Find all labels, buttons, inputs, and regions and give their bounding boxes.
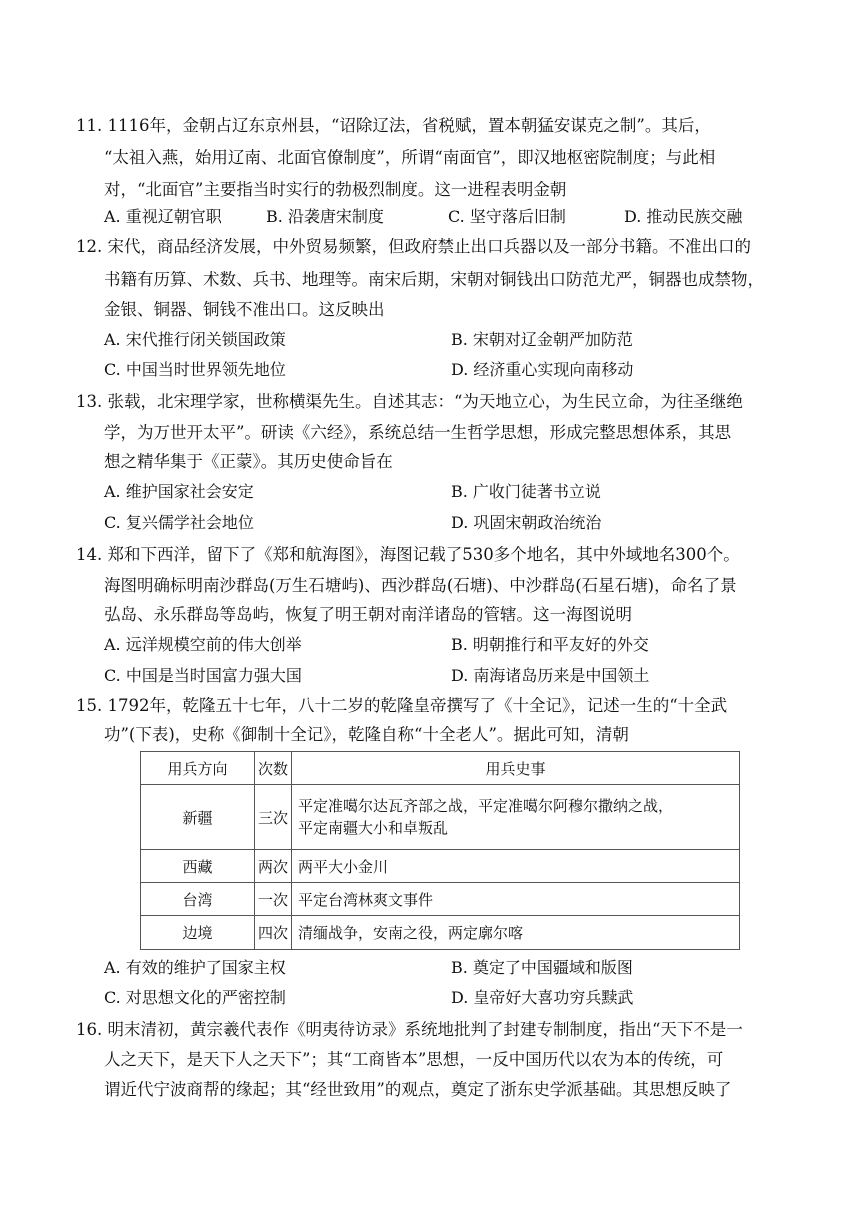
table-cell-events-line: 平定准噶尔达瓦齐部之战，平定准噶尔阿穆尔撒纳之战， [298,797,674,815]
table-row [141,850,740,883]
q15-stem-line-1: 15. 1792年，乾隆五十七年，八十二岁的乾隆皇帝撰写了《十全记》，记述一生的“十全武 [76,696,728,715]
q12-stem-line-2: 书籍有历算、术数、兵书、地理等。南宋后期，宋朝对铜钱出口防范尤严，铜器也成禁物， [104,270,764,289]
q16-stem-line-2: 人之天下，是天下人之天下”；其“工商皆本”思想，一反中国历代以农为本的传统，可 [104,1050,724,1069]
q12-option-b: B. 宋朝对辽金朝严加防范 [451,330,633,349]
table-cell-direction: 边境 [141,916,255,950]
q12-stem-line-3: 金银、铜器、铜钱不准出口。这反映出 [104,300,385,319]
q12-stem-line-1: 12. 宋代，商品经济发展，中外贸易频繁，但政府禁止出口兵器以及一部分书籍。不准出口的 [76,237,751,256]
q13-stem-line-1: 13. 张载，北宋理学家，世称横渠先生。自述其志：“为天地立心，为生民立命，为往圣继绝 [76,392,743,411]
q16-stem-line-3: 谓近代宁波商帮的缘起；其“经世致用”的观点，奠定了浙东史学派基础。其思想反映了 [104,1080,732,1099]
q13-option-b: B. 广收门徒著书立说 [451,482,601,501]
table-row [141,785,740,850]
table-header-row [141,752,740,785]
table-row [141,916,740,950]
q11-option-a: A. 重视辽朝官职 [104,207,222,226]
table-cell-direction: 西藏 [141,850,255,883]
table-cell-events: 平定台湾林爽文事件 [292,883,740,916]
q13-option-d: D. 巩固宋朝政治统治 [451,513,602,532]
table-cell-count: 四次 [255,916,292,950]
q14-stem-line-2: 海图明确标明南沙群岛(万生石塘屿)、西沙群岛(石塘)、中沙群岛(石星石塘)，命名了景 [104,576,737,595]
table-cell-count: 一次 [255,883,292,916]
table-cell-direction: 台湾 [141,883,255,916]
table-cell-events: 两平大小金川 [292,850,740,883]
q15-option-c: C. 对思想文化的严密控制 [104,988,286,1007]
q15-option-a: A. 有效的维护了国家主权 [104,958,286,977]
q11-stem-line-3: 对，“北面官”主要指当时实行的勃极烈制度。这一进程表明金朝 [104,180,567,199]
q12-option-c: C. 中国当时世界领先地位 [104,360,286,379]
q13-option-a: A. 维护国家社会安定 [104,482,254,501]
q11-option-b: B. 沿袭唐宋制度 [266,207,384,226]
table-cell-count: 三次 [255,785,292,850]
q14-option-d: D. 南海诸岛历来是中国领土 [451,666,650,685]
q12-option-a: A. 宋代推行闭关锁国政策 [104,330,286,349]
table-header-count: 次数 [255,752,292,785]
q11-option-c: C. 坚守落后旧制 [448,207,566,226]
q15-option-b: B. 奠定了中国疆域和版图 [451,958,633,977]
q11-stem-line-1: 11. 1116年，金朝占辽东京州县，“诏除辽法，省税赋，置本朝猛安谋克之制”。其后， [76,116,711,135]
q14-option-c: C. 中国是当时国富力强大国 [104,666,302,685]
campaigns-table [140,751,740,950]
table-header-direction: 用兵方向 [141,752,255,785]
table-row [141,883,740,916]
table-cell-count: 两次 [255,850,292,883]
table-cell-events: 清缅战争，安南之役，两定廓尔喀 [292,916,740,950]
q15-option-d: D. 皇帝好大喜功穷兵黩武 [451,988,634,1007]
q14-option-a: A. 远洋规模空前的伟大创举 [104,635,302,654]
q15-stem-line-2: 功”(下表)，史称《御制十全记》，乾隆自称“十全老人”。据此可知，清朝 [104,725,629,744]
q16-stem-line-1: 16. 明末清初，黄宗羲代表作《明夷待访录》系统地批判了封建专制制度，指出“天下不是一 [76,1020,743,1039]
q14-stem-line-3: 弘岛、永乐群岛等岛屿，恢复了明王朝对南洋诸岛的管辖。这一海图说明 [104,605,632,624]
q13-stem-line-2: 学，为万世开太平”。研读《六经》，系统总结一生哲学思想，形成完整思想体系，其思 [104,423,732,442]
q14-stem-line-1: 14. 郑和下西洋，留下了《郑和航海图》，海图记载了530多个地名，其中外域地名300个。 [76,545,740,564]
q11-stem-line-2: “太祖入燕，始用辽南、北面官僚制度”，所谓“南面官”，即汉地枢密院制度；与此相 [104,148,716,167]
q14-option-b: B. 明朝推行和平友好的外交 [451,635,649,654]
q11-option-d: D. 推动民族交融 [624,207,743,226]
q12-option-d: D. 经济重心实现向南移动 [451,360,634,379]
table-cell-events-line: 平定南疆大小和卓叛乱 [298,819,449,837]
table-cell-events [292,785,740,850]
q13-option-c: C. 复兴儒学社会地位 [104,513,254,532]
table-cell-direction: 新疆 [141,785,255,850]
q13-stem-line-3: 想之精华集于《正蒙》。其历史使命旨在 [104,452,393,471]
table-header-events: 用兵史事 [292,752,740,785]
